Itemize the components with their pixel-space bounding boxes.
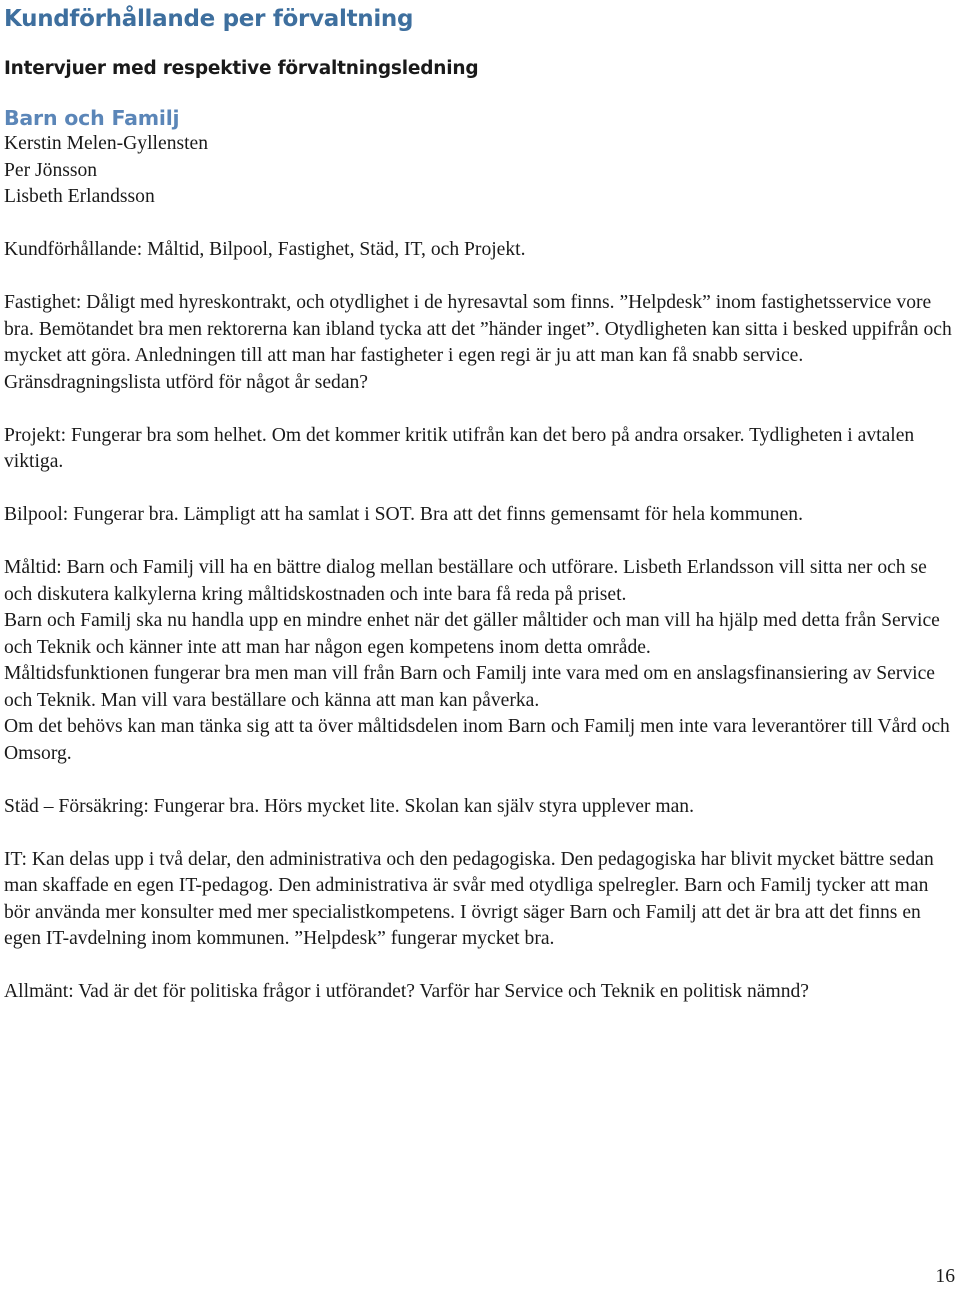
paragraph-allmant: Allmänt: Vad är det för politiska frågor i utförandet? Varför har Service och Teknik en politisk nämnd? <box>4 981 810 1002</box>
page-number: 16 <box>935 1266 955 1287</box>
section-heading: Barn och Familj <box>4 106 180 130</box>
paragraph-it: IT: Kan delas upp i två delar, den administrativa och den pedagogiska. Den pedagogiska har blivit mycket bättre sedan man skaffade en egen IT-pedagog. Den administrativa är svår med otydliga spelregler. Barn och Familj tycker att man bör använda mer konsulter med mer specialistkompetens. I övrigt säger Barn och Familj att det är bra att det finns en egen IT-avdelning inom kommunen. ”Helpdesk” fungerar mycket bra. <box>4 848 934 949</box>
paragraph-stad: Städ – Försäkring: Fungerar bra. Hörs mycket lite. Skolan kan själv styra upplever man. <box>4 795 694 817</box>
paragraph-maltid-funktion: Måltidsfunktionen fungerar bra men man vill från Barn och Familj inte vara med om en anslagsfinansiering av Service och Teknik. Man vill vara beställare och känna att man kan påverka. <box>4 663 935 711</box>
paragraph-maltid: Måltid: Barn och Familj vill ha en bättre dialog mellan beställare och utförare. Lisbeth Erlandsson vill sitta ner och se och diskutera kalkylerna kring måltidskostnaden och inte bara få reda på priset. <box>4 557 927 605</box>
page-subtitle: Intervjuer med respektive förvaltningsledning <box>4 58 479 79</box>
interviewee-name: Kerstin Melen-Gyllensten <box>4 133 209 154</box>
paragraph-projekt: Projekt: Fungerar bra som helhet. Om det kommer kritik utifrån kan det bero på andra orsaker. Tydligheten i avtalen viktiga. <box>4 424 915 472</box>
paragraph-kundforhallande: Kundförhållande: Måltid, Bilpool, Fastighet, Städ, IT, och Projekt. <box>4 239 526 260</box>
paragraph-maltid-upphandling: Barn och Familj ska nu handla upp en mindre enhet när det gäller måltider och man vill ha hjälp med detta från Service och Teknik och känner inte att man har någon egen kompetens inom detta område. <box>4 610 940 658</box>
paragraph-bilpool: Bilpool: Fungerar bra. Lämpligt att ha samlat i SOT. Bra att det finns gemensamt för hela kommunen. <box>4 504 803 525</box>
page-title: Kundförhållande per förvaltning <box>4 6 414 32</box>
interviewee-name: Per Jönsson <box>4 159 98 181</box>
interviewee-name: Lisbeth Erlandsson <box>4 186 155 207</box>
paragraph-fastighet: Fastighet: Dåligt med hyreskontrakt, och otydlighet i de hyresavtal som finns. ”Helpdesk” inom fastighetsservice vore bra. Bemötandet bra men rektorerna kan ibland tycka att det ”händer inget”. Otydligheten kan sitta i besked uppifrån och mycket att göra. Anledningen till att man har fastigheter i egen regi är ju att man kan få snabb service. Gränsdragningslista utförd för något år sedan? <box>4 292 952 393</box>
document-page <box>4 0 952 1006</box>
paragraph-maltid-overtagande: Om det behövs kan man tänka sig att ta över måltidsdelen inom Barn och Familj men inte vara leverantörer till Vård och Omsorg. <box>4 716 950 764</box>
interviewee-list <box>4 131 952 211</box>
